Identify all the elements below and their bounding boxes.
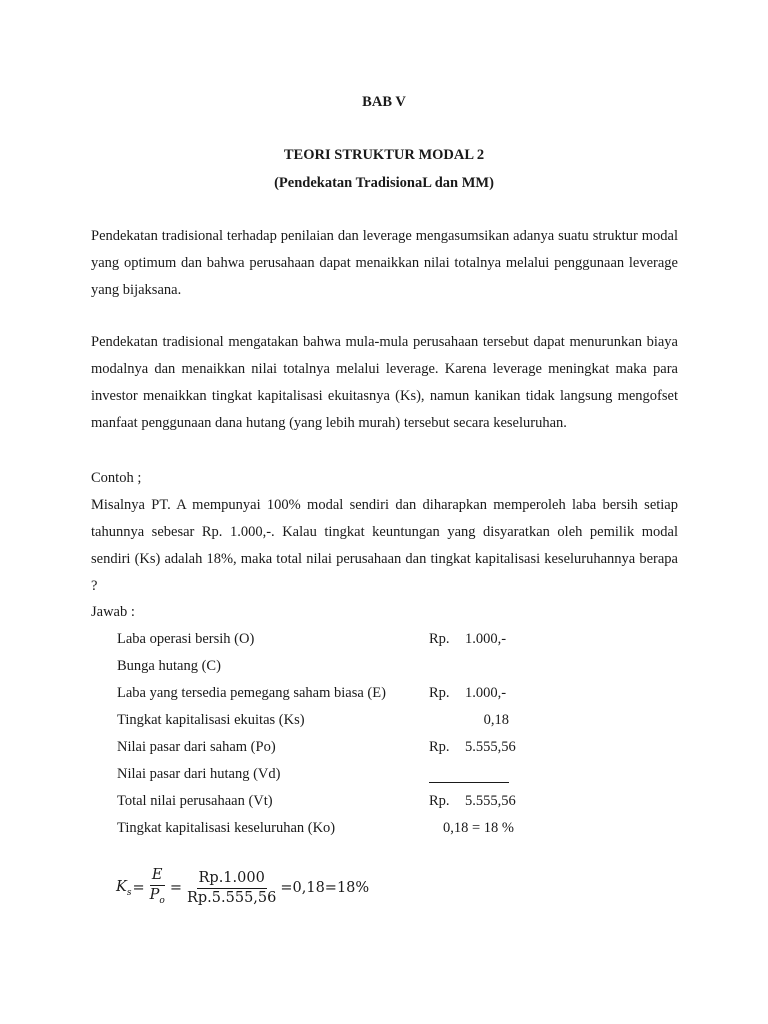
row-label: Nilai pasar dari hutang (Vd) [117,766,281,782]
row-value: 1.000,- [465,631,507,647]
equals-sign: = [169,880,182,896]
fraction-values [185,870,278,907]
fraction-denominator: Rp.5.555,56 [186,889,277,906]
row-value: 5.555,56 [465,739,516,755]
fraction-numerator: E [150,867,165,886]
paragraph-leverage-effect: Pendekatan tradisional mengatakan bahwa mula-mula perusahaan tersebut dapat menurunkan biaya modalnya dan menaikkan nilai totalnya melalui leverage. Karena leverage meningkat maka para investor menaikkan tingkat kapitalisasi ekuitasnya (Ks), namun kanikan tidak langsung mengofset manfaat penggunaan dana hutang (yang lebih murah) tersebut secara keseluruhan. [91,334,678,431]
row-label: Bunga hutang (C) [117,658,221,674]
table-row [117,788,637,815]
row-value: 1.000,- [465,685,507,701]
table-row [117,653,637,680]
equals-sign: = [132,880,145,896]
formula-lhs: $K_s$ [116,878,132,898]
chapter-heading: BAB V [362,94,406,110]
row-label: Nilai pasar dari saham (Po) [117,739,276,755]
chapter-title: TEORI STRUKTUR MODAL 2 [283,147,485,163]
paragraph-traditional-approach: Pendekatan tradisional terhadap penilaian dan leverage mengasumsikan adanya suatu struktur modal yang optimum dan bahwa perusahaan dapat menaikkan nilai totalnya melalui penggunaan leverage yang bijaksana. [91,228,678,298]
row-currency: Rp. [429,631,450,647]
example-question: Misalnya PT. A mempunyai 100% modal sendiri dan diharapkan memperoleh laba bersih setiap tahunnya sebesar Rp. 1.000,-. Kalau tingkat keuntungan yang disyaratkan oleh pemilik modal sendiri (Ks) adalah 18%, maka total nilai perusahaan dan tingkat kapitalisasi keseluruhannya berapa ? [91,497,678,594]
fraction-numerator: Rp.1.000 [197,870,267,889]
table-row [117,707,637,734]
table-row [117,626,637,653]
sum-underline [429,782,509,783]
answer-label: Jawab : [91,604,135,620]
row-currency: Rp. [429,685,450,701]
row-currency: Rp. [429,739,450,755]
row-label: Tingkat kapitalisasi keseluruhan (Ko) [117,820,336,836]
row-label: Tingkat kapitalisasi ekuitas (Ks) [117,712,305,728]
ks-formula [116,866,369,910]
formula-result: =0,18=18% [280,880,370,896]
table-row [117,761,637,788]
row-label: Total nilai perusahaan (Vt) [117,793,273,809]
table-row [117,734,637,761]
table-row [117,815,637,842]
row-currency: Rp. [429,793,450,809]
table-row [117,680,637,707]
row-value: 5.555,56 [465,793,516,809]
example-label: Contoh ; [91,470,142,486]
fraction-e-over-po [148,867,167,910]
row-label: Laba yang tersedia pemegang saham biasa (E) [117,685,386,701]
chapter-subtitle: (Pendekatan TradisionaL dan MM) [274,175,494,191]
fraction-denominator: $P_o$ [149,886,165,906]
row-value: 0,18 [483,712,509,728]
row-label: Laba operasi bersih (O) [117,631,255,647]
row-value: 0,18 = 18 % [443,820,515,836]
